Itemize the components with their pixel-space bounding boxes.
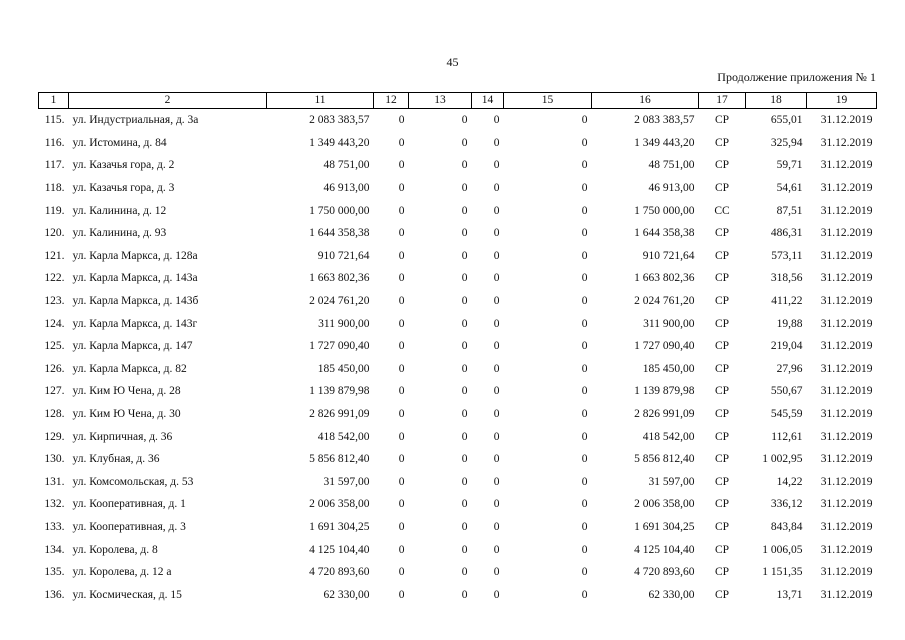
value-col-13: 0 [461, 272, 468, 285]
value-col-15: 0 [581, 136, 588, 149]
address: ул. Клубная, д. 36 [72, 453, 160, 466]
area-value: 318,56 [770, 272, 803, 285]
value-col-14: 0 [493, 114, 500, 127]
table-row [39, 132, 877, 155]
table-row [39, 425, 877, 448]
value-col-14: 0 [493, 520, 500, 533]
address: ул. Истомина, д. 84 [72, 136, 167, 149]
address: ул. Комсомольская, д. 53 [72, 475, 194, 488]
table-row [39, 312, 877, 335]
amount-total: 2 083 383,57 [309, 114, 370, 127]
amount-total: 4 125 104,40 [309, 543, 370, 556]
deadline-date: 31.12.2019 [820, 136, 873, 149]
deadline-date: 31.12.2019 [820, 182, 873, 195]
table-row [39, 561, 877, 584]
deadline-date: 31.12.2019 [820, 408, 873, 421]
table-row [39, 290, 877, 313]
amount-col-16: 2 083 383,57 [634, 114, 695, 127]
value-col-13: 0 [461, 114, 468, 127]
value-col-14: 0 [493, 295, 500, 308]
value-col-15: 0 [581, 227, 588, 240]
value-col-12: 0 [398, 249, 405, 262]
row-number: 134. [44, 543, 65, 556]
amount-col-16: 4 720 893,60 [634, 566, 695, 579]
table-row [39, 380, 877, 403]
row-number: 120. [44, 227, 65, 240]
area-value: 843,84 [770, 520, 803, 533]
column-header: 12 [374, 93, 409, 109]
value-col-14: 0 [493, 204, 500, 217]
address: ул. Кооперативная, д. 3 [72, 520, 186, 533]
amount-col-16: 62 330,00 [648, 588, 695, 601]
amount-total: 2 024 761,20 [309, 295, 370, 308]
row-number: 131. [44, 475, 65, 488]
row-number: 119. [44, 204, 65, 217]
address: ул. Королева, д. 12 а [72, 566, 172, 579]
category-code: СР [714, 114, 730, 127]
amount-col-16: 910 721,64 [642, 249, 695, 262]
row-number: 125. [44, 340, 65, 353]
address: ул. Калинина, д. 12 [72, 204, 167, 217]
area-value: 655,01 [770, 114, 803, 127]
deadline-date: 31.12.2019 [820, 566, 873, 579]
category-code: СР [714, 362, 730, 375]
deadline-date: 31.12.2019 [820, 227, 873, 240]
value-col-14: 0 [493, 340, 500, 353]
value-col-13: 0 [461, 340, 468, 353]
value-col-14: 0 [493, 317, 500, 330]
table-row [39, 267, 877, 290]
value-col-13: 0 [461, 430, 468, 443]
amount-total: 1 691 304,25 [309, 520, 370, 533]
value-col-15: 0 [581, 566, 588, 579]
column-header: 15 [504, 93, 592, 109]
area-value: 1 151,35 [762, 566, 803, 579]
amount-col-16: 1 663 802,36 [634, 272, 695, 285]
row-number: 124. [44, 317, 65, 330]
amount-col-16: 1 349 443,20 [634, 136, 695, 149]
table-row [39, 177, 877, 200]
category-code: СР [714, 249, 730, 262]
area-value: 112,61 [771, 430, 803, 443]
deadline-date: 31.12.2019 [820, 543, 873, 556]
address: ул. Карла Маркса, д. 82 [72, 362, 187, 375]
category-code: СР [714, 475, 730, 488]
value-col-15: 0 [581, 182, 588, 195]
column-header: 2 [69, 93, 267, 109]
value-col-14: 0 [493, 227, 500, 240]
category-code: СР [714, 588, 730, 601]
table-row [39, 493, 877, 516]
deadline-date: 31.12.2019 [820, 475, 873, 488]
amount-total: 31 597,00 [323, 475, 370, 488]
value-col-12: 0 [398, 159, 405, 172]
value-col-15: 0 [581, 543, 588, 556]
value-col-14: 0 [493, 136, 500, 149]
value-col-15: 0 [581, 249, 588, 262]
table-body [39, 109, 877, 607]
area-value: 13,71 [776, 588, 803, 601]
value-col-13: 0 [461, 136, 468, 149]
value-col-13: 0 [461, 295, 468, 308]
area-value: 27,96 [776, 362, 803, 375]
category-code: СР [714, 317, 730, 330]
value-col-12: 0 [398, 136, 405, 149]
amount-total: 4 720 893,60 [309, 566, 370, 579]
value-col-15: 0 [581, 475, 588, 488]
category-code: СР [714, 543, 730, 556]
amount-col-16: 46 913,00 [648, 182, 695, 195]
value-col-14: 0 [493, 430, 500, 443]
amount-col-16: 1 750 000,00 [634, 204, 695, 217]
area-value: 54,61 [776, 182, 803, 195]
value-col-12: 0 [398, 430, 405, 443]
address: ул. Карла Маркса, д. 147 [72, 340, 193, 353]
deadline-date: 31.12.2019 [820, 295, 873, 308]
value-col-13: 0 [461, 408, 468, 421]
value-col-13: 0 [461, 317, 468, 330]
value-col-15: 0 [581, 362, 588, 375]
row-number: 130. [44, 453, 65, 466]
value-col-14: 0 [493, 543, 500, 556]
value-col-13: 0 [461, 182, 468, 195]
value-col-13: 0 [461, 475, 468, 488]
category-code: СР [714, 566, 730, 579]
value-col-15: 0 [581, 340, 588, 353]
amount-col-16: 48 751,00 [648, 159, 695, 172]
amount-total: 185 450,00 [317, 362, 370, 375]
address: ул. Казачья гора, д. 3 [72, 182, 175, 195]
value-col-12: 0 [398, 114, 405, 127]
table-row [39, 538, 877, 561]
deadline-date: 31.12.2019 [820, 272, 873, 285]
value-col-13: 0 [461, 204, 468, 217]
amount-total: 5 856 812,40 [309, 453, 370, 466]
address: ул. Индустриальная, д. 3а [72, 114, 199, 127]
value-col-13: 0 [461, 227, 468, 240]
area-value: 411,22 [771, 295, 803, 308]
row-number: 121. [44, 249, 65, 262]
area-value: 19,88 [776, 317, 803, 330]
value-col-14: 0 [493, 475, 500, 488]
category-code: СР [714, 498, 730, 511]
row-number: 118. [44, 182, 65, 195]
row-number: 132. [44, 498, 65, 511]
value-col-15: 0 [581, 385, 588, 398]
category-code: СР [714, 272, 730, 285]
value-col-12: 0 [398, 408, 405, 421]
amount-total: 1 663 802,36 [309, 272, 370, 285]
area-value: 1 006,05 [762, 543, 803, 556]
value-col-15: 0 [581, 204, 588, 217]
deadline-date: 31.12.2019 [820, 430, 873, 443]
area-value: 545,59 [770, 408, 803, 421]
amount-total: 1 139 879,98 [309, 385, 370, 398]
row-number: 133. [44, 520, 65, 533]
value-col-15: 0 [581, 520, 588, 533]
value-col-12: 0 [398, 272, 405, 285]
amount-col-16: 1 644 358,38 [634, 227, 695, 240]
table-row [39, 516, 877, 539]
column-header: 17 [699, 93, 746, 109]
amount-total: 1 750 000,00 [309, 204, 370, 217]
row-number: 136. [44, 588, 65, 601]
column-header: 1 [39, 93, 69, 109]
value-col-12: 0 [398, 588, 405, 601]
amount-total: 2 826 991,09 [309, 408, 370, 421]
value-col-14: 0 [493, 588, 500, 601]
amount-total: 910 721,64 [317, 249, 370, 262]
deadline-date: 31.12.2019 [820, 317, 873, 330]
value-col-12: 0 [398, 362, 405, 375]
address: ул. Королева, д. 8 [72, 543, 158, 556]
value-col-12: 0 [398, 317, 405, 330]
amount-total: 1 644 358,38 [309, 227, 370, 240]
value-col-15: 0 [581, 159, 588, 172]
value-col-12: 0 [398, 520, 405, 533]
value-col-12: 0 [398, 543, 405, 556]
area-value: 14,22 [776, 475, 803, 488]
table-row [39, 222, 877, 245]
amount-col-16: 1 139 879,98 [634, 385, 695, 398]
value-col-13: 0 [461, 520, 468, 533]
value-col-12: 0 [398, 295, 405, 308]
table-row [39, 335, 877, 358]
address: ул. Кооперативная, д. 1 [72, 498, 186, 511]
row-number: 127. [44, 385, 65, 398]
amount-total: 2 006 358,00 [309, 498, 370, 511]
value-col-14: 0 [493, 272, 500, 285]
value-col-12: 0 [398, 453, 405, 466]
value-col-15: 0 [581, 114, 588, 127]
value-col-15: 0 [581, 408, 588, 421]
amount-total: 62 330,00 [323, 588, 370, 601]
deadline-date: 31.12.2019 [820, 498, 873, 511]
deadline-date: 31.12.2019 [820, 520, 873, 533]
category-code: СР [714, 227, 730, 240]
row-number: 126. [44, 362, 65, 375]
page-number: 45 [446, 55, 459, 69]
value-col-14: 0 [493, 362, 500, 375]
amount-total: 1 727 090,40 [309, 340, 370, 353]
amount-col-16: 311 900,00 [643, 317, 695, 330]
value-col-13: 0 [461, 385, 468, 398]
value-col-15: 0 [581, 295, 588, 308]
value-col-12: 0 [398, 204, 405, 217]
amount-col-16: 2 826 991,09 [634, 408, 695, 421]
value-col-13: 0 [461, 588, 468, 601]
value-col-15: 0 [581, 272, 588, 285]
table-row [39, 583, 877, 606]
address: ул. Казачья гора, д. 2 [72, 159, 175, 172]
deadline-date: 31.12.2019 [820, 588, 873, 601]
row-number: 135. [44, 566, 65, 579]
value-col-15: 0 [581, 430, 588, 443]
category-code: СС [714, 204, 730, 217]
value-col-14: 0 [493, 453, 500, 466]
value-col-12: 0 [398, 475, 405, 488]
value-col-14: 0 [493, 498, 500, 511]
table-row [39, 403, 877, 426]
address: ул. Ким Ю Чена, д. 28 [72, 385, 181, 398]
column-header: 13 [409, 93, 472, 109]
deadline-date: 31.12.2019 [820, 204, 873, 217]
amount-total: 46 913,00 [323, 182, 370, 195]
amount-col-16: 1 691 304,25 [634, 520, 695, 533]
value-col-14: 0 [493, 408, 500, 421]
amount-total: 418 542,00 [317, 430, 370, 443]
address: ул. Карла Маркса, д. 143а [72, 272, 198, 285]
value-col-15: 0 [581, 453, 588, 466]
amount-col-16: 1 727 090,40 [634, 340, 695, 353]
deadline-date: 31.12.2019 [820, 159, 873, 172]
address: ул. Кирпичная, д. 36 [72, 430, 173, 443]
value-col-12: 0 [398, 182, 405, 195]
amount-total: 48 751,00 [323, 159, 370, 172]
value-col-15: 0 [581, 588, 588, 601]
area-value: 87,51 [776, 204, 803, 217]
category-code: СР [714, 340, 730, 353]
amount-col-16: 2 024 761,20 [634, 295, 695, 308]
deadline-date: 31.12.2019 [820, 362, 873, 375]
amount-total: 311 900,00 [318, 317, 370, 330]
category-code: СР [714, 182, 730, 195]
value-col-15: 0 [581, 317, 588, 330]
category-code: СР [714, 159, 730, 172]
address: ул. Калинина, д. 93 [72, 227, 167, 240]
table-row [39, 199, 877, 222]
value-col-14: 0 [493, 182, 500, 195]
table-row [39, 245, 877, 268]
area-value: 486,31 [770, 227, 803, 240]
amount-col-16: 418 542,00 [642, 430, 695, 443]
row-number: 123. [44, 295, 65, 308]
table-row [39, 154, 877, 177]
column-header: 14 [472, 93, 504, 109]
value-col-13: 0 [461, 453, 468, 466]
address: ул. Карла Маркса, д. 143б [72, 295, 199, 308]
category-code: СР [714, 453, 730, 466]
value-col-13: 0 [461, 543, 468, 556]
register-table [38, 92, 877, 606]
amount-col-16: 5 856 812,40 [634, 453, 695, 466]
category-code: СР [714, 136, 730, 149]
category-code: СР [714, 520, 730, 533]
value-col-14: 0 [493, 249, 500, 262]
value-col-12: 0 [398, 385, 405, 398]
value-col-13: 0 [461, 498, 468, 511]
column-header: 19 [807, 93, 877, 109]
table-row [39, 448, 877, 471]
value-col-15: 0 [581, 498, 588, 511]
table-row [39, 471, 877, 494]
value-col-13: 0 [461, 249, 468, 262]
column-header: 11 [267, 93, 374, 109]
category-code: СР [714, 295, 730, 308]
value-col-14: 0 [493, 385, 500, 398]
category-code: СР [714, 408, 730, 421]
value-col-12: 0 [398, 566, 405, 579]
value-col-13: 0 [461, 159, 468, 172]
amount-col-16: 4 125 104,40 [634, 543, 695, 556]
deadline-date: 31.12.2019 [820, 114, 873, 127]
row-number: 129. [44, 430, 65, 443]
amount-col-16: 185 450,00 [642, 362, 695, 375]
amount-col-16: 2 006 358,00 [634, 498, 695, 511]
value-col-13: 0 [461, 566, 468, 579]
address: ул. Карла Маркса, д. 128а [72, 249, 198, 262]
row-number: 122. [44, 272, 65, 285]
column-header: 18 [746, 93, 807, 109]
row-number: 115. [44, 114, 65, 127]
table-row [39, 109, 877, 132]
area-value: 550,67 [770, 385, 803, 398]
deadline-date: 31.12.2019 [820, 453, 873, 466]
area-value: 59,71 [776, 159, 803, 172]
row-number: 128. [44, 408, 65, 421]
area-value: 219,04 [770, 340, 803, 353]
address: ул. Ким Ю Чена, д. 30 [72, 408, 181, 421]
area-value: 336,12 [770, 498, 803, 511]
address: ул. Карла Маркса, д. 143г [72, 317, 198, 330]
value-col-12: 0 [398, 227, 405, 240]
deadline-date: 31.12.2019 [820, 249, 873, 262]
amount-total: 1 349 443,20 [309, 136, 370, 149]
table-row [39, 358, 877, 381]
row-number: 116. [44, 136, 65, 149]
value-col-12: 0 [398, 340, 405, 353]
area-value: 325,94 [770, 136, 803, 149]
value-col-12: 0 [398, 498, 405, 511]
area-value: 1 002,95 [762, 453, 803, 466]
deadline-date: 31.12.2019 [820, 385, 873, 398]
value-col-13: 0 [461, 362, 468, 375]
area-value: 573,11 [771, 249, 803, 262]
value-col-14: 0 [493, 159, 500, 172]
row-number: 117. [44, 159, 65, 172]
continuation-caption: Продолжение приложения № 1 [717, 70, 876, 84]
value-col-14: 0 [493, 566, 500, 579]
category-code: СР [714, 430, 730, 443]
amount-col-16: 31 597,00 [648, 475, 695, 488]
deadline-date: 31.12.2019 [820, 340, 873, 353]
column-header: 16 [592, 93, 699, 109]
category-code: СР [714, 385, 730, 398]
column-number-row [39, 93, 877, 109]
address: ул. Космическая, д. 15 [72, 588, 182, 601]
